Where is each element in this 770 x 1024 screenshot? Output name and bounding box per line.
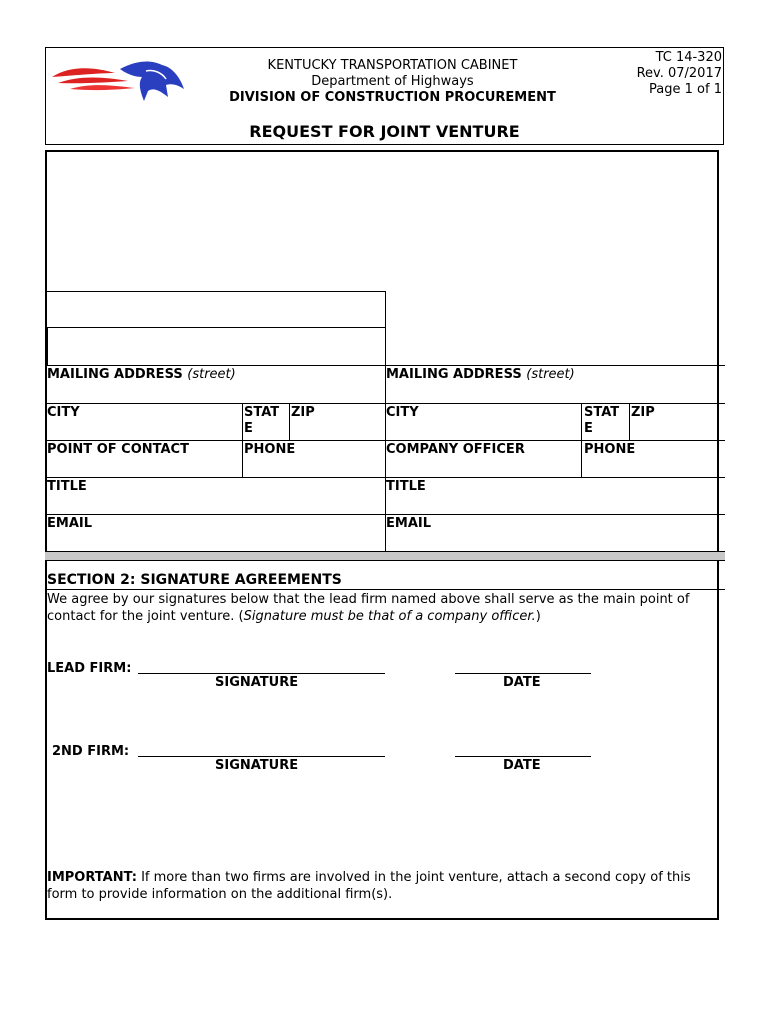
column-divider: [242, 403, 243, 477]
agency-name: KENTUCKY TRANSPORTATION CABINET: [267, 58, 518, 73]
right-state-label[interactable]: STAT E: [584, 405, 620, 436]
lead-firm-label: LEAD FIRM:: [47, 661, 132, 676]
right-zip-label[interactable]: ZIP: [631, 405, 655, 420]
division-name: DIVISION OF CONSTRUCTION PROCUREMENT: [229, 90, 556, 105]
section-separator: [45, 551, 725, 561]
lead-signature-caption: SIGNATURE: [215, 675, 299, 690]
divider: [47, 328, 48, 365]
left-mailing-address-label: MAILING ADDRESS: [47, 367, 183, 382]
right-mailing-address-hint: (street): [526, 367, 575, 382]
right-phone-label[interactable]: PHONE: [584, 442, 636, 457]
left-contact-label[interactable]: POINT OF CONTACT: [47, 442, 189, 457]
right-email-label[interactable]: EMAIL: [386, 516, 431, 531]
column-divider: [629, 403, 630, 440]
left-email-label[interactable]: EMAIL: [47, 516, 92, 531]
column-divider: [289, 403, 290, 440]
form-info: [600, 50, 722, 98]
second-firm-date-line[interactable]: [455, 756, 591, 757]
left-title-label[interactable]: TITLE: [47, 479, 87, 494]
agency-block: [220, 58, 565, 106]
right-mailing-address-field[interactable]: [386, 367, 575, 383]
left-mailing-address-field[interactable]: [47, 367, 236, 383]
important-note: [47, 869, 719, 903]
second-firm-signature-line[interactable]: [138, 756, 385, 757]
right-title-label[interactable]: TITLE: [386, 479, 426, 494]
second-date-caption: DATE: [503, 758, 541, 773]
form-title: REQUEST FOR JOINT VENTURE: [249, 122, 520, 141]
section2-title: SECTION 2: SIGNATURE AGREEMENTS: [47, 572, 342, 588]
second-firm-label: 2ND FIRM:: [52, 744, 130, 759]
form-body: [45, 150, 719, 920]
left-city-label[interactable]: CITY: [47, 405, 80, 420]
second-signature-caption: SIGNATURE: [215, 758, 299, 773]
page-number: Page 1 of 1: [649, 82, 722, 97]
divider: [45, 589, 725, 590]
important-text: If more than two firms are involved in the joint venture, attach a second copy of this form to provide information on the additional firm(s).: [47, 870, 691, 902]
lead-date-caption: DATE: [503, 675, 541, 690]
lead-firm-signature-line[interactable]: [138, 673, 385, 674]
section2-text: We agree by our signatures below that the lead firm named above shall serve as the main point of contact for the joint venture. (Signature must be that of a company officer.): [47, 592, 690, 624]
kytc-horse-logo: [50, 55, 190, 103]
right-city-label[interactable]: CITY: [386, 405, 419, 420]
left-state-label[interactable]: STAT E: [244, 405, 280, 436]
right-officer-label[interactable]: COMPANY OFFICER: [386, 442, 525, 457]
agreement-text: We agree by our signatures below that the lead firm named above shall serve as the main point of contact for the joint venture.: [47, 592, 690, 624]
agreement-note: Signature must be that of a company officer.: [243, 609, 536, 624]
left-mailing-address-hint: (street): [187, 367, 236, 382]
form-number: TC 14-320: [655, 50, 722, 65]
column-divider: [581, 403, 582, 477]
important-label: IMPORTANT:: [47, 870, 137, 885]
left-phone-label[interactable]: PHONE: [244, 442, 296, 457]
left-zip-label[interactable]: ZIP: [291, 405, 315, 420]
right-mailing-address-label: MAILING ADDRESS: [386, 367, 522, 382]
firm-name-field[interactable]: [45, 291, 386, 328]
department-name: Department of Highways: [311, 74, 474, 89]
lead-firm-date-line[interactable]: [455, 673, 591, 674]
form-revision: Rev. 07/2017: [636, 66, 722, 81]
